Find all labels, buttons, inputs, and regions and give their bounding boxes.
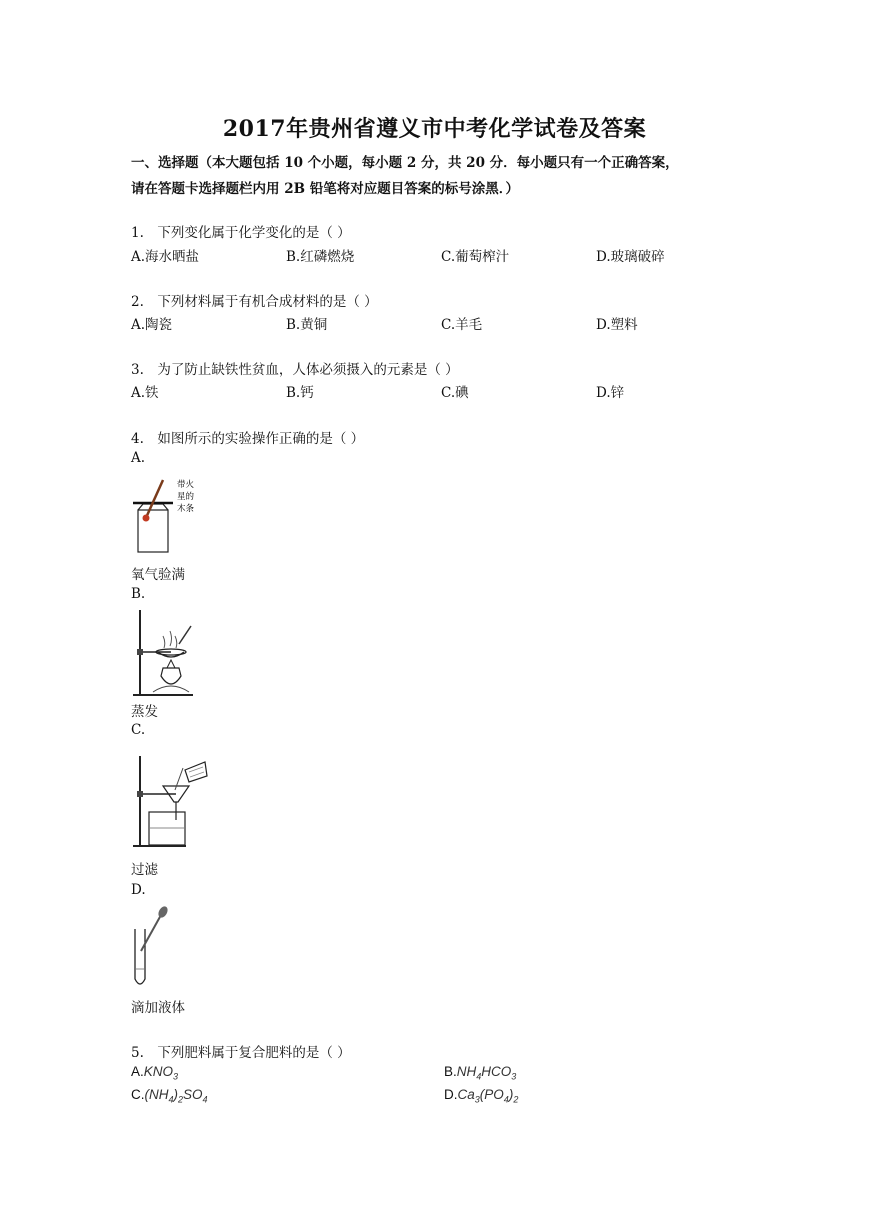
question-2-option-a: A.陶瓷 bbox=[131, 317, 173, 333]
question-5-option-a bbox=[131, 1064, 178, 1082]
q5-option-c-sub2: 2 bbox=[178, 1094, 184, 1105]
fig-a-label-line3: 木条 bbox=[177, 504, 195, 514]
question-4-option-d-letter: D. bbox=[131, 882, 146, 898]
q5-option-d-sub: 3 bbox=[474, 1094, 480, 1105]
question-2-option-c: C.羊毛 bbox=[441, 317, 483, 333]
question-2-stem: 2. 下列材料属于有机合成材料的是（ ） bbox=[131, 294, 378, 310]
question-4-option-d-caption: 滴加液体 bbox=[131, 1000, 185, 1016]
q5-option-d-sub2: 4 bbox=[503, 1094, 509, 1105]
q5-option-a-sub: 3 bbox=[173, 1071, 179, 1082]
q5-option-c-sub: 4 bbox=[168, 1094, 174, 1105]
q5-option-b-formula: NH bbox=[456, 1064, 477, 1079]
question-4-option-c-letter: C. bbox=[131, 722, 146, 738]
question-3-option-c: C.碘 bbox=[441, 385, 469, 401]
question-5-stem: 5. 下列肥料属于复合肥料的是（ ） bbox=[131, 1045, 351, 1061]
evaporation-figure bbox=[131, 608, 201, 698]
question-2-option-b: B.黄铜 bbox=[286, 317, 328, 333]
question-1-stem: 1. 下列变化属于化学变化的是（ ） bbox=[131, 225, 351, 241]
page-title: 2017年贵州省遵义市中考化学试卷及答案 bbox=[222, 116, 647, 142]
question-2-option-d: D.塑料 bbox=[596, 317, 638, 333]
question-4-stem: 4. 如图所示的实验操作正确的是（ ） bbox=[131, 431, 365, 447]
question-4-option-a-caption: 氧气验满 bbox=[131, 567, 185, 583]
q5-option-c-formula: (NH bbox=[144, 1087, 169, 1102]
section-heading-line1: 一、选择题（本大题包括 10 个小题，每小题 2 分，共 20 分．每小题只有一个正确答案， bbox=[131, 155, 679, 171]
fig-a-label-line1: 带火 bbox=[177, 480, 195, 490]
question-4-option-b-caption: 蒸发 bbox=[131, 704, 158, 720]
question-5-option-c bbox=[131, 1087, 208, 1105]
fig-a-label-line2: 星的 bbox=[177, 492, 195, 502]
question-3-option-a: A.铁 bbox=[131, 385, 159, 401]
filtration-figure bbox=[131, 750, 211, 850]
q5-option-d-sub3: 2 bbox=[513, 1094, 519, 1105]
q5-option-d-formula: Ca bbox=[457, 1087, 475, 1102]
question-5-option-d bbox=[444, 1087, 518, 1105]
q5-option-a-formula: KNO bbox=[143, 1064, 174, 1079]
question-1-option-a: A.海水晒盐 bbox=[131, 249, 200, 265]
q5-option-b-sub: 4 bbox=[476, 1071, 482, 1082]
question-1-option-d: D.玻璃破碎 bbox=[596, 249, 665, 265]
q5-option-d-letter: D. bbox=[444, 1087, 458, 1102]
question-3-stem: 3. 为了防止缺铁性贫血，人体必须摄入的元素是（ ） bbox=[131, 362, 459, 378]
question-4-option-b-letter: B. bbox=[131, 586, 146, 602]
q5-option-c-formula3: SO bbox=[183, 1087, 203, 1102]
section-heading-line2: 请在答题卡选择题栏内用 2B 铅笔将对应题目答案的标号涂黑．） bbox=[131, 181, 519, 197]
q5-option-b-letter: B. bbox=[444, 1064, 457, 1079]
q5-option-d-formula2: (PO bbox=[479, 1087, 504, 1102]
q5-option-c-formula2: ) bbox=[173, 1087, 179, 1102]
q5-option-d-formula3: ) bbox=[508, 1087, 514, 1102]
question-3-option-d: D.锌 bbox=[596, 385, 625, 401]
question-5-option-b bbox=[444, 1064, 516, 1082]
q5-option-c-letter: C. bbox=[131, 1087, 145, 1102]
question-3-option-b: B.钙 bbox=[286, 385, 314, 401]
dropper-figure bbox=[131, 905, 181, 990]
question-4-option-a-letter: A. bbox=[131, 450, 146, 466]
oxygen-test-figure bbox=[131, 476, 211, 556]
q5-option-c-sub3: 4 bbox=[202, 1094, 208, 1105]
q5-option-b-sub2: 3 bbox=[511, 1071, 517, 1082]
question-1-option-b: B.红磷燃烧 bbox=[286, 249, 355, 265]
q5-option-b-formula2: HCO bbox=[481, 1064, 512, 1079]
question-1-option-c: C.葡萄榨汁 bbox=[441, 249, 510, 265]
question-4-option-c-caption: 过滤 bbox=[131, 862, 158, 878]
q5-option-a-letter: A. bbox=[131, 1064, 144, 1079]
